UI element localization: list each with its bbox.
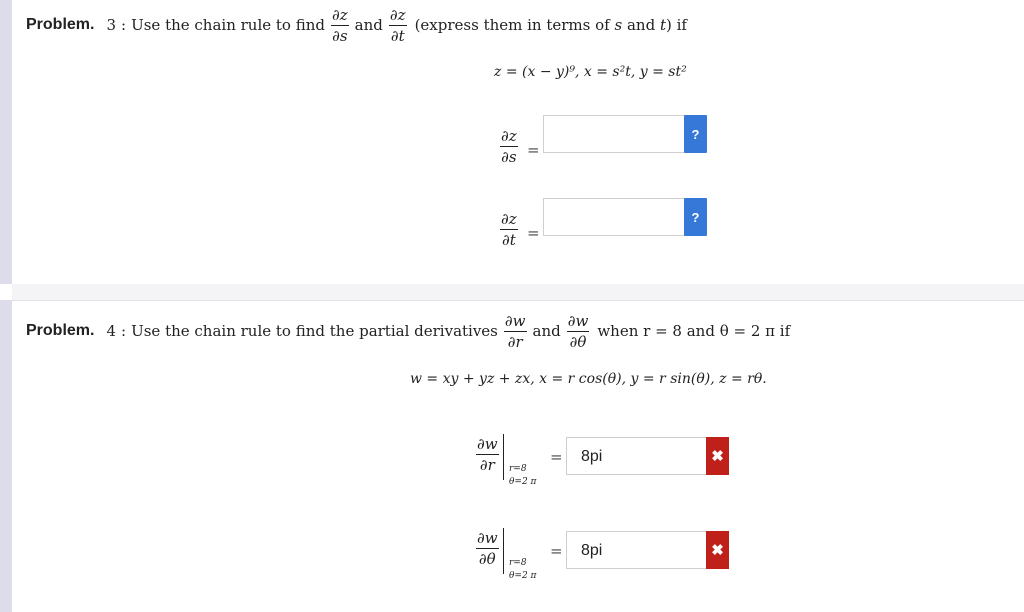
problem4-number: 4 <box>106 322 117 340</box>
problem3-number: 3 <box>106 16 117 34</box>
problem4-frac-dw-dtheta: $\frac{\partial w}{\partial\theta}$ <box>567 311 589 351</box>
evaluation-bar <box>503 434 504 480</box>
equals-sign: = <box>550 448 563 466</box>
incorrect-badge[interactable] <box>706 437 729 475</box>
eval-sub-theta: θ=2 π <box>509 571 537 581</box>
frac-dz-dt: $\frac{\partial z}{\partial t}$ <box>501 210 517 249</box>
problem3-and: and <box>354 16 383 34</box>
problem3-frac-dz-dt <box>389 7 407 44</box>
problem3-colon: : <box>121 16 127 34</box>
problem4-label: Problem. <box>26 322 95 339</box>
equals-sign: = <box>527 141 540 159</box>
problem4-frac-dw-dr: $\frac{\partial w}{\partial r}$ <box>504 311 526 351</box>
problem4-colon: : <box>121 322 127 340</box>
equals-sign: = <box>527 224 540 242</box>
problem-divider <box>12 300 1024 301</box>
answer-input-dz-ds[interactable] <box>543 115 685 153</box>
answer-input-dw-dr[interactable]: 8pi <box>566 437 707 475</box>
problem4-statement <box>26 312 790 350</box>
problem3-label: Problem. <box>26 16 95 33</box>
problem4-answer1-label <box>476 436 499 473</box>
eval-sub-r: r=8 <box>509 464 527 474</box>
problem4-sidebar <box>0 300 12 612</box>
eval-sub-r: r=8 <box>509 558 527 568</box>
problem3-tail: (express them in terms of s and t) if <box>414 16 687 34</box>
frac-denominator: ∂s <box>332 26 348 45</box>
frac-numerator: ∂z <box>332 5 348 24</box>
problem3-intro: Use the chain rule to find <box>131 16 325 34</box>
equals-sign: = <box>550 542 563 560</box>
x-icon: ✖ <box>711 542 724 559</box>
problem4-equation: w = xy + yz + zx, x = r cos(θ), y = r sin(θ), z = rθ. <box>410 371 767 387</box>
problem3-sidebar <box>0 0 12 284</box>
eval-sub-theta: θ=2 π <box>509 477 537 487</box>
frac-numerator: ∂z <box>389 5 406 24</box>
problem3-equation: z = (x − y)⁹, x = s²t, y = st² <box>494 64 687 80</box>
frac-denominator: ∂t <box>390 26 405 45</box>
help-button[interactable] <box>684 198 707 236</box>
problem4-intro: Use the chain rule to find the partial derivatives <box>131 322 498 340</box>
answer-input-dz-dt[interactable] <box>543 198 685 236</box>
evaluation-bar <box>503 528 504 574</box>
answer-input-dw-dtheta[interactable]: 8pi <box>566 531 707 569</box>
frac-dz-ds: $\frac{\partial z}{\partial s}$ <box>501 127 517 166</box>
problem4-and: and <box>532 322 561 340</box>
x-icon: ✖ <box>711 448 724 465</box>
question-icon: ? <box>691 209 700 225</box>
problem3-answer1-label <box>500 128 518 165</box>
frac-dw-dtheta: $\frac{\partial w}{\partial\theta}$ <box>477 529 498 568</box>
problem-separator <box>12 284 1024 300</box>
frac-dw-dr: $\frac{\partial w}{\partial r}$ <box>477 435 498 474</box>
incorrect-badge[interactable] <box>706 531 729 569</box>
problem3-statement <box>26 6 687 44</box>
problem3-answer2-label <box>500 211 518 248</box>
problem4-when: when r = 8 and θ = 2 π if <box>597 322 791 340</box>
question-icon: ? <box>691 126 700 142</box>
help-button[interactable] <box>684 115 707 153</box>
problem4-answer2-label <box>476 530 499 567</box>
problem3-frac-dz-ds <box>331 7 349 44</box>
